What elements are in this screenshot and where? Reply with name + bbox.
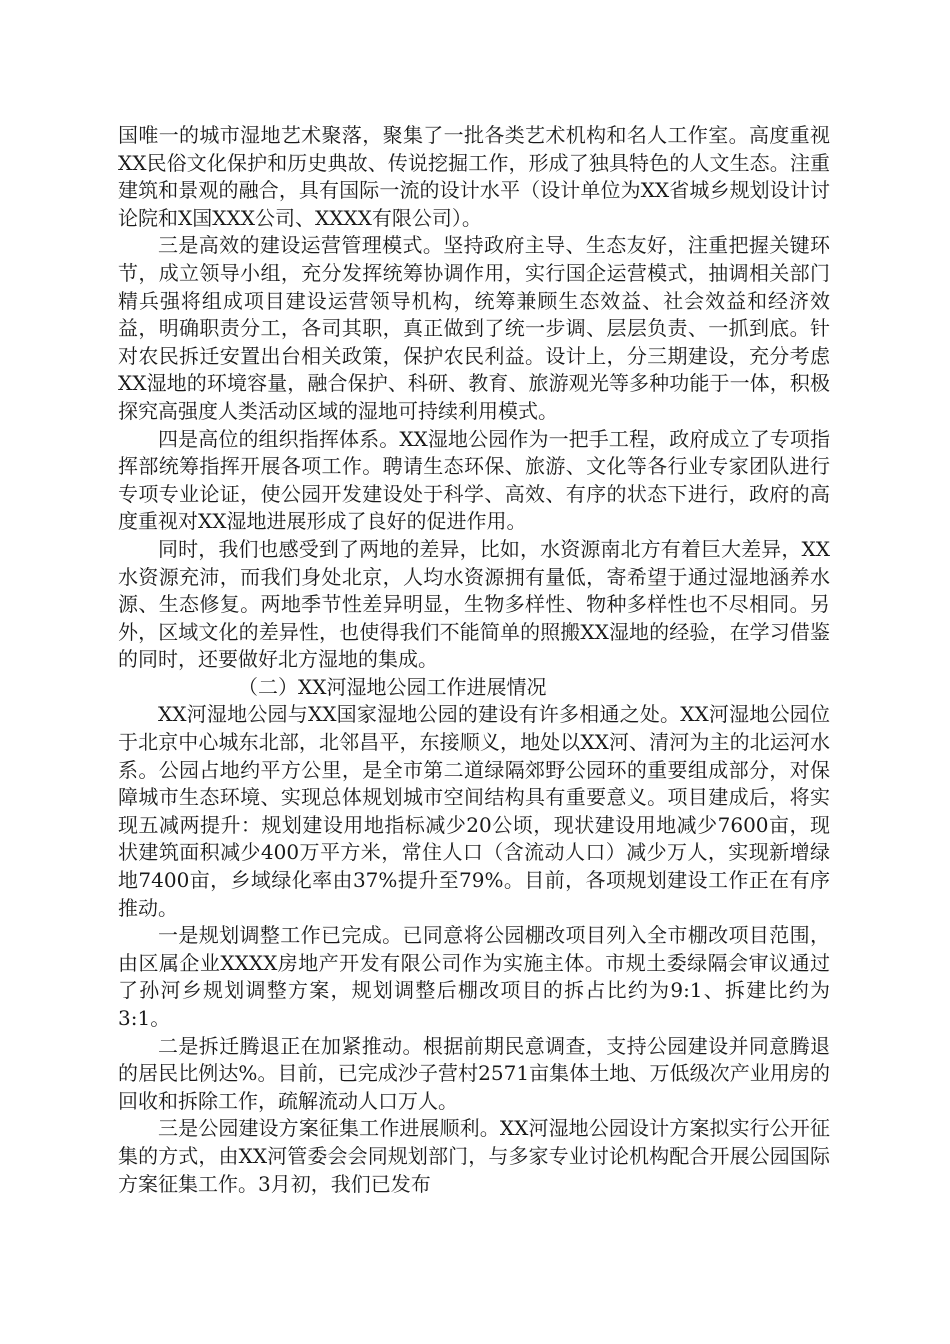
paragraph-planning-adjustment: 一是规划调整工作已完成。已同意将公园棚改项目列入全市棚改项目范围，由区属企业XXXX房地产开发有限公司作为实施主体。市规土委绿隔会审议通过了孙河乡规划调整方案，规划调整后棚改项目的拆占比约为9:1、拆建比约为3:1。 [118, 923, 830, 1030]
paragraph-demolition: 二是拆迁腾退正在加紧推动。根据前期民意调查，支持公园建设并同意腾退的居民比例达%。目前，已完成沙子营村2571亩集体土地、万低级次产业用房的回收和拆除工作，疏解流动人口万人。 [118, 1033, 830, 1113]
paragraph-differences: 同时，我们也感受到了两地的差异，比如，水资源南北方有着巨大差异，XX水资源充沛，而我们身处北京，人均水资源拥有量低，寄希望于通过湿地涵养水源、生态修复。两地季节性差异明显，生物多样性、物种多样性也不尽相同。另外，区域文化的差异性，也使得我们不能简单的照搬XX湿地的经验，在学习借鉴的同时，还要做好北方湿地的集成。 [118, 536, 830, 672]
paragraph-continued: 国唯一的城市湿地艺术聚落，聚集了一批各类艺术机构和名人工作室。高度重视XX民俗文化保护和历史典故、传说挖掘工作，形成了独具特色的人文生态。注重建筑和景观的融合，具有国际一流的设计水平（设计单位为XX省城乡规划设计讨论院和X国XXX公司、XXXX有限公司）。 [118, 123, 830, 230]
paragraph-operation-model: 三是高效的建设运营管理模式。坚持政府主导、生态友好，注重把握关键环节，成立领导小组，充分发挥统筹协调作用，实行国企运营模式，抽调相关部门精兵强将组成项目建设运营领导机构，统筹兼顾生态效益、社会效益和经济效益，明确职责分工，各司其职，真正做到了统一步调、层层负责、一抓到底。针对农民拆迁安置出台相关政策，保护农民利益。设计上，分三期建设，充分考虑XX湿地的环境容量，融合保护、科研、教育、旅游观光等多种功能于一体，积极探究高强度人类活动区域的湿地可持续利用模式。 [118, 233, 830, 423]
section-heading: （二）XX河湿地公园工作进展情况 [238, 674, 547, 699]
paragraph-design-solicitation: 三是公园建设方案征集工作进展顺利。XX河湿地公园设计方案拟实行公开征集的方式，由XX河管委会会同规划部门，与多家专业讨论机构配合开展公园国际方案征集工作。3月初，我们已发布 [118, 1116, 830, 1196]
paragraph-command-system: 四是高位的组织指挥体系。XX湿地公园作为一把手工程，政府成立了专项指挥部统筹指挥开展各项工作。聘请生态环保、旅游、文化等各行业专家团队进行专项专业论证，使公园开发建设处于科学、高效、有序的状态下进行，政府的高度重视对XX湿地进展形成了良好的促进作用。 [118, 426, 830, 534]
paragraph-park-overview: XX河湿地公园与XX国家湿地公园的建设有许多相通之处。XX河湿地公园位于北京中心城东北部，北邻昌平，东接顺义，地处以XX河、清河为主的北运河水系。公园占地约平方公里，是全市第二道绿隔郊野公园环的重要组成部分，对保障城市生态环境、实现总体规划城市空间结构具有重要意义。项目建成后，将实现五减两提升：规划建设用地指标减少20公顷，现状建设用地减少7600亩，现状建筑面积减少400万平方米，常住人口（含流动人口）减少万人，实现新增绿地7400亩，乡域绿化率由37%提升至79%。目前，各项规划建设工作正在有序推动。 [118, 702, 830, 920]
document-body [118, 122, 830, 1198]
